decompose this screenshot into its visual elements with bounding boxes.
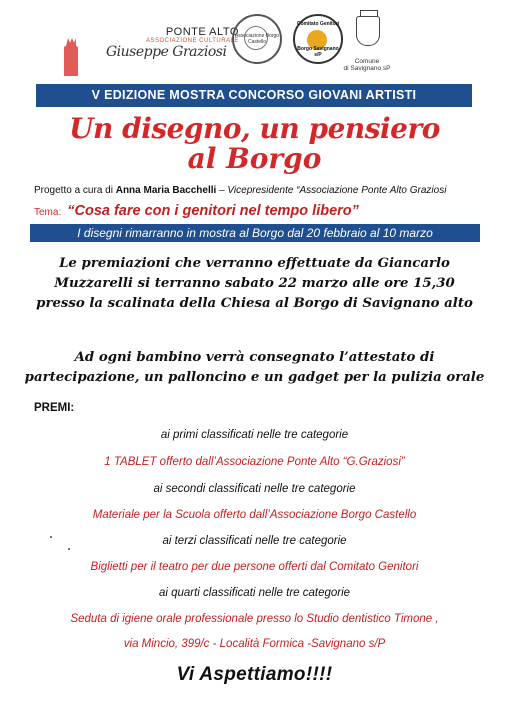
tower-logo-icon	[64, 46, 78, 76]
gift-line: Ad ogni bambino verrà consegnato l’attestato di	[74, 350, 435, 365]
theme-label: Tema:	[34, 207, 62, 218]
prize-category: ai quarti classificati nelle tre categorie	[158, 587, 351, 599]
comune-line1: Comune	[354, 58, 380, 65]
project-credit	[34, 185, 446, 196]
prize-category: ai terzi classificati nelle tre categorie	[162, 535, 347, 547]
comitato-genitori-seal-icon	[293, 14, 343, 64]
prize-item: 1 TABLET offerto dall’Associazione Ponte Alto “G.Graziosi”	[104, 456, 405, 468]
awards-paragraph	[0, 254, 509, 314]
credit-role: – Vicepresidente “Associazione Ponte Alto Graziosi	[216, 185, 447, 196]
prize-category: ai primi classificati nelle tre categorie	[160, 429, 349, 441]
title-line1: Un disegno, un pensiero	[69, 112, 440, 145]
comune-line2: di Savignano sP	[343, 65, 391, 72]
prize-category: ai secondi classificati nelle tre categorie	[153, 483, 356, 495]
seal1-text: Associazione Borgo Castello	[234, 33, 280, 45]
logo-name: PONTE ALTO	[165, 26, 239, 38]
prize-item: Biglietti per il teatro per due persone offerti dal Comitato Genitori	[90, 561, 419, 573]
seal2-bottom-text: Borgo Savignano s/P	[297, 46, 339, 58]
theme-line	[34, 202, 359, 220]
seal2-top-text: Comitato Genitori	[296, 21, 340, 27]
theme-value: “Cosa fare con i genitori nel tempo libero”	[67, 203, 359, 219]
credit-name: Anna Maria Bacchelli	[115, 185, 217, 196]
credit-prefix: Progetto a cura di	[34, 185, 116, 196]
awards-line: presso la scalinata della Chiesa al Borgo di Savignano alto	[36, 296, 473, 311]
comune-label	[336, 58, 398, 72]
exhibition-dates-bar: I disegni rimarranno in mostra al Borgo dal 20 febbraio al 10 marzo	[30, 224, 480, 242]
borgo-castello-seal-icon	[232, 14, 282, 64]
speck-dot	[50, 536, 52, 538]
awards-line: Muzzarelli si terranno sabato 22 marzo alle ore 15,30	[54, 276, 455, 291]
comune-crest-icon	[356, 16, 380, 46]
prize-item-address: via Mincio, 399/c - Località Formica -Savignano s/P	[123, 638, 386, 650]
prize-item: Seduta di igiene orale professionale presso lo Studio dentistico Timone ,	[70, 613, 439, 625]
awards-line: Le premiazioni che verranno effettuate da Giancarlo	[59, 256, 450, 271]
gift-paragraph	[0, 348, 509, 388]
prize-item: Materiale per la Scuola offerto dall’Associazione Borgo Castello	[92, 509, 417, 521]
logo-subtitle: ASSOCIAZIONE CULTURALE	[146, 38, 239, 44]
speck-dot	[68, 548, 70, 550]
ponte-alto-logo	[146, 26, 239, 44]
header	[0, 0, 509, 82]
gift-line: partecipazione, un palloncino e un gadget per la pulizia orale	[24, 370, 485, 385]
premi-heading: PREMI:	[34, 402, 75, 414]
closing-line: Vi Aspettiamo!!!!	[176, 664, 333, 685]
title-line2: al Borgo	[187, 142, 322, 175]
signature: Giuseppe Graziosi	[106, 44, 227, 60]
edition-banner: V EDIZIONE MOSTRA CONCORSO GIOVANI ARTISTI	[36, 84, 472, 107]
